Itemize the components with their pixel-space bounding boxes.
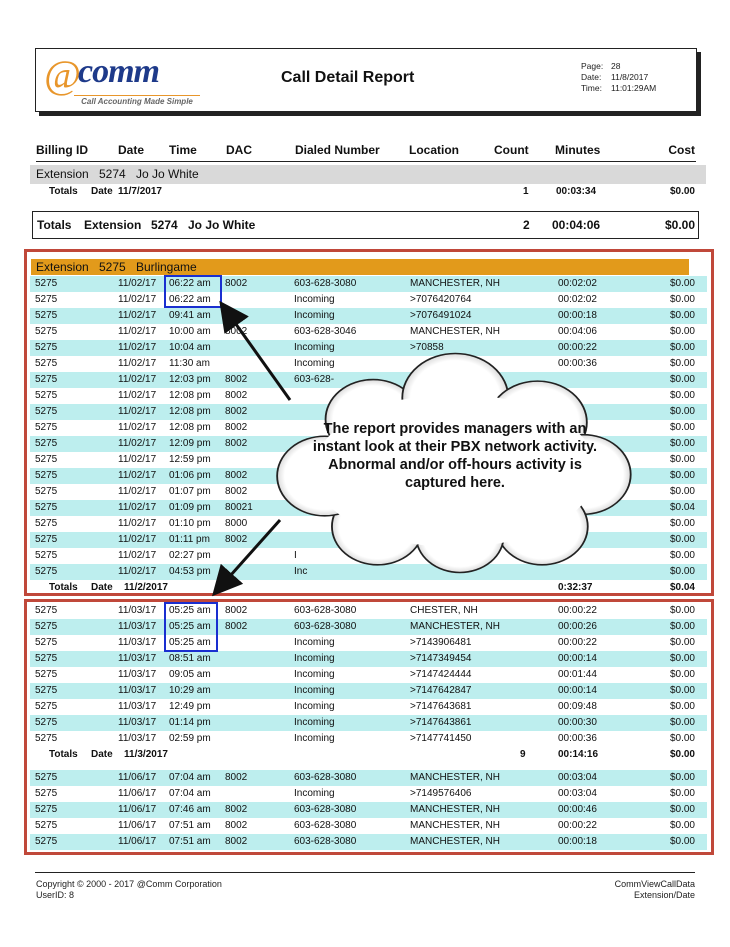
location: MANCHESTER, NH: [410, 820, 501, 831]
call-date: 11/03/17: [118, 669, 157, 680]
col-dialed-number: Dialed Number: [295, 143, 380, 157]
date-label: Date:: [581, 72, 602, 82]
cost: $0.00: [669, 486, 695, 497]
cost: $0.00: [669, 733, 695, 744]
cost: $0.00: [669, 342, 695, 353]
call-date: 11/02/17: [118, 566, 157, 577]
dac: 80021: [225, 502, 253, 513]
call-time: 12:03 pm: [169, 374, 211, 385]
dac: 8002: [225, 804, 248, 815]
call-date: 11/06/17: [118, 836, 157, 847]
dialed-number: Incoming: [294, 669, 335, 680]
billing-id: 5275: [35, 605, 58, 616]
dac: 8002: [225, 278, 248, 289]
cost: $0.00: [669, 518, 695, 529]
call-time: 05:25 am: [169, 621, 211, 632]
call-time: 11:30 am: [169, 358, 210, 369]
call-date: 11/03/17: [118, 637, 157, 648]
call-date: 11/02/17: [118, 278, 157, 289]
dac: 8002: [225, 621, 248, 632]
billing-id: 5275: [35, 788, 58, 799]
minutes: 00:00:46: [558, 804, 597, 815]
total-count: 9: [520, 749, 526, 760]
location: >7147642847: [410, 685, 472, 696]
minutes: 00:00:14: [558, 685, 597, 696]
dialed-number: Incoming: [294, 717, 335, 728]
cost: $0.00: [669, 294, 695, 305]
call-time: 05:25 am: [169, 605, 211, 616]
report-name: CommViewCallData: [614, 879, 695, 889]
total-date: 11/3/2017: [124, 749, 168, 760]
call-date: 11/02/17: [118, 390, 157, 401]
total-cost: $0.04: [669, 582, 695, 593]
copyright: Copyright © 2000 - 2017 @Comm Corporation: [36, 879, 222, 889]
billing-id: 5275: [35, 717, 58, 728]
location: >7147643861: [410, 717, 472, 728]
call-time: 07:46 am: [169, 804, 211, 815]
cost: $0.00: [669, 772, 695, 783]
billing-id: 5275: [35, 278, 58, 289]
minutes: 00:01:44: [558, 669, 597, 680]
report-title: Call Detail Report: [281, 69, 415, 86]
billing-id: 5275: [35, 294, 58, 305]
dac: 8002: [225, 390, 248, 401]
totals-label: Totals: [37, 218, 72, 232]
total-cost: $0.00: [669, 749, 695, 760]
location: >70858: [410, 342, 444, 353]
dac: 8002: [225, 374, 248, 385]
minutes: 00:03:04: [558, 772, 597, 783]
minutes: 00:04:06: [558, 326, 597, 337]
dialed-number: Incoming: [294, 733, 335, 744]
call-date: 11/02/17: [118, 358, 157, 369]
call-date: 11/03/17: [118, 653, 157, 664]
dac: 8002: [225, 438, 248, 449]
billing-id: 5275: [35, 358, 58, 369]
call-date: 11/02/17: [118, 374, 157, 385]
location: MANCHESTER, NH: [410, 326, 501, 337]
date-label: Date: [91, 186, 113, 197]
call-date: 11/06/17: [118, 820, 157, 831]
minutes: 00:02:02: [558, 294, 597, 305]
billing-id: 5275: [35, 326, 58, 337]
cost: $0.00: [669, 310, 695, 321]
location: >7149576406: [410, 788, 472, 799]
cost: $0.00: [669, 804, 695, 815]
col-count: Count: [494, 143, 529, 157]
dialed-number: Incoming: [294, 653, 335, 664]
total-minutes: 00:03:34: [556, 186, 597, 197]
dialed-number: 603-628-3080: [294, 278, 357, 289]
minutes: 00:00:22: [558, 342, 597, 353]
total-count: 2: [523, 218, 530, 232]
call-time: 07:04 am: [169, 788, 211, 799]
total-minutes: 00:14:16: [558, 749, 599, 760]
call-date: 11/02/17: [118, 310, 157, 321]
location: >7147349454: [410, 653, 472, 664]
call-time: 12:49 pm: [169, 701, 211, 712]
cost: $0.00: [669, 669, 695, 680]
col-time: Time: [169, 143, 197, 157]
ext-number: 5274: [151, 218, 178, 232]
total-minutes: 00:04:06: [552, 218, 601, 232]
billing-id: 5275: [35, 502, 58, 513]
billing-id: 5275: [35, 804, 58, 815]
minutes: 00:00:22: [558, 820, 597, 831]
total-minutes: 0:32:37: [558, 582, 593, 593]
minutes: 00:00:36: [558, 733, 597, 744]
total-date: 11/2/2017: [124, 582, 168, 593]
date-label: Date: [91, 749, 113, 760]
dac: 8000: [225, 518, 248, 529]
call-time: 01:14 pm: [169, 717, 211, 728]
col-cost: Cost: [668, 143, 695, 157]
dialed-number: Incoming: [294, 342, 335, 353]
call-time: 12:08 pm: [169, 390, 211, 401]
call-time: 10:29 am: [169, 685, 211, 696]
billing-id: 5275: [35, 518, 58, 529]
dialed-number: Incoming: [294, 788, 335, 799]
call-date: 11/03/17: [118, 717, 157, 728]
call-time: 10:00 am: [169, 326, 211, 337]
logo-word: comm: [78, 53, 159, 90]
dialed-number: Inc: [294, 566, 308, 577]
billing-id: 5275: [35, 534, 58, 545]
location: >7147424444: [410, 669, 472, 680]
dialed-number: Incoming: [294, 637, 335, 648]
dialed-number: 603-628-: [294, 374, 335, 385]
dialed-number: Incoming: [294, 310, 335, 321]
call-time: 10:04 am: [169, 342, 211, 353]
call-date: 11/02/17: [118, 342, 157, 353]
billing-id: 5275: [35, 836, 58, 847]
dac: 8002: [225, 836, 248, 847]
ext-name: Jo Jo White: [136, 167, 199, 181]
cost: $0.00: [669, 717, 695, 728]
call-time: 01:09 pm: [169, 502, 211, 513]
location: MANCHESTER, NH: [410, 804, 501, 815]
dialed-number: Incoming: [294, 294, 335, 305]
location: >7143906481: [410, 637, 472, 648]
cost: $0.00: [669, 701, 695, 712]
location: MANCHESTER, NH: [410, 836, 501, 847]
ext-label: Extension: [84, 218, 142, 232]
billing-id: 5275: [35, 454, 58, 465]
cost: $0.00: [669, 534, 695, 545]
footer-divider: [35, 872, 695, 873]
call-time: 06:22 am: [169, 278, 211, 289]
call-date: 11/02/17: [118, 438, 157, 449]
cost: $0.00: [669, 326, 695, 337]
callout-text: The report provides managers with an instant look at their PBX network activity. Abnormal and/or off-hours activity is captured here.: [312, 421, 598, 491]
minutes: 00:00:30: [558, 717, 597, 728]
ext-label: Extension: [36, 260, 89, 274]
dialed-number: I: [294, 550, 297, 561]
totals-label: Totals: [49, 749, 78, 760]
dialed-number: Incoming: [294, 358, 335, 369]
col-date: Date: [118, 143, 145, 157]
call-time: 06:22 am: [169, 294, 211, 305]
call-time: 02:27 pm: [169, 550, 211, 561]
dac: 8002: [225, 534, 248, 545]
minutes: 00:00:36: [558, 358, 597, 369]
footer-right: [615, 879, 695, 901]
total-cost: $0.00: [669, 186, 695, 197]
cost: $0.00: [669, 605, 695, 616]
col-dac: DAC: [226, 143, 252, 157]
report-grouping: Extension/Date: [633, 890, 695, 900]
location: >7147643681: [410, 701, 472, 712]
cost: $0.00: [669, 390, 695, 401]
report-time: 11:01:29AM: [611, 83, 657, 93]
report-date: 11/8/2017: [611, 72, 649, 82]
billing-id: 5275: [35, 422, 58, 433]
call-time: 01:10 pm: [169, 518, 211, 529]
user-id: UserID: 8: [36, 890, 75, 900]
minutes: 00:09:48: [558, 701, 597, 712]
minutes: 00:00:14: [558, 653, 597, 664]
call-time: 12:59 pm: [169, 454, 211, 465]
minutes: 00:00:18: [558, 310, 597, 321]
dac: 8002: [225, 820, 248, 831]
cost: $0.04: [669, 502, 695, 513]
call-date: 11/06/17: [118, 788, 157, 799]
call-time: 09:05 am: [169, 669, 211, 680]
call-date: 11/02/17: [118, 486, 157, 497]
totals-label: Totals: [49, 582, 78, 593]
dac: 8002: [225, 605, 248, 616]
total-date: 11/7/2017: [118, 186, 162, 197]
billing-id: 5275: [35, 470, 58, 481]
call-time: 07:04 am: [169, 772, 211, 783]
call-date: 11/03/17: [118, 685, 157, 696]
billing-id: 5275: [35, 342, 58, 353]
cost: $0.00: [669, 621, 695, 632]
billing-id: 5275: [35, 566, 58, 577]
billing-id: 5275: [35, 701, 58, 712]
call-date: 11/02/17: [118, 422, 157, 433]
dac: 8002: [225, 772, 248, 783]
call-date: 11/03/17: [118, 733, 157, 744]
cost: $0.00: [669, 637, 695, 648]
ext-number: 5274: [99, 167, 126, 181]
dac: 8002: [225, 326, 248, 337]
billing-id: 5275: [35, 406, 58, 417]
call-time: 07:51 am: [169, 836, 211, 847]
call-date: 11/02/17: [118, 550, 157, 561]
location: MANCHESTER, NH: [410, 278, 501, 289]
logo-at: @: [44, 52, 81, 97]
call-date: 11/02/17: [118, 502, 157, 513]
call-time: 12:08 pm: [169, 422, 211, 433]
call-time: 02:59 pm: [169, 733, 211, 744]
page-label: Page:: [581, 61, 604, 71]
minutes: 00:00:22: [558, 605, 597, 616]
minutes: 00:00:26: [558, 621, 597, 632]
minutes: 00:00:22: [558, 637, 597, 648]
cost: $0.00: [669, 422, 695, 433]
billing-id: 5275: [35, 733, 58, 744]
location: >7076420764: [410, 294, 472, 305]
col-minutes: Minutes: [555, 143, 601, 157]
cost: $0.00: [669, 358, 695, 369]
call-date: 11/06/17: [118, 804, 157, 815]
billing-id: 5275: [35, 438, 58, 449]
cost: $0.00: [669, 685, 695, 696]
dialed-number: 603-628-3080: [294, 804, 357, 815]
call-time: 01:07 pm: [169, 486, 211, 497]
cost: $0.00: [669, 406, 695, 417]
call-date: 11/02/17: [118, 518, 157, 529]
call-date: 11/02/17: [118, 470, 157, 481]
cost: $0.00: [669, 374, 695, 385]
total-cost: $0.00: [664, 218, 695, 232]
location: CHESTER, NH: [410, 605, 478, 616]
call-date: 11/02/17: [118, 406, 157, 417]
call-date: 11/03/17: [118, 605, 157, 616]
ext-number: 5275: [99, 260, 126, 274]
date-label: Date: [91, 582, 113, 593]
cost: $0.00: [669, 788, 695, 799]
cost: $0.00: [669, 470, 695, 481]
cost: $0.00: [669, 820, 695, 831]
ext-name: Jo Jo White: [188, 218, 256, 232]
dialed-number: Incoming: [294, 685, 335, 696]
location: MANCHESTER, NH: [410, 772, 501, 783]
call-time: 01:11 pm: [169, 534, 210, 545]
cost: $0.00: [669, 454, 695, 465]
col-location: Location: [409, 143, 459, 157]
dialed-number: Incoming: [294, 701, 335, 712]
call-time: 05:25 am: [169, 637, 211, 648]
minutes: 00:03:04: [558, 788, 597, 799]
dac: 8002: [225, 406, 248, 417]
billing-id: 5275: [35, 390, 58, 401]
call-date: 11/03/17: [118, 701, 157, 712]
call-date: 11/02/17: [118, 326, 157, 337]
call-time: 12:08 pm: [169, 406, 211, 417]
billing-id: 5275: [35, 637, 58, 648]
call-time: 04:53 pm: [169, 566, 211, 577]
cost: $0.00: [669, 566, 695, 577]
billing-id: 5275: [35, 669, 58, 680]
cost: $0.00: [669, 550, 695, 561]
ext-name: Burlingame: [136, 260, 197, 274]
call-time: 07:51 am: [169, 820, 211, 831]
col-billing-id: Billing ID: [36, 143, 88, 157]
call-time: 08:51 am: [169, 653, 211, 664]
billing-id: 5275: [35, 685, 58, 696]
dialed-number: 603-628-3080: [294, 772, 357, 783]
call-date: 11/06/17: [118, 772, 157, 783]
cost: $0.00: [669, 438, 695, 449]
dialed-number: 603-628-3080: [294, 621, 357, 632]
cost: $0.00: [669, 836, 695, 847]
billing-id: 5275: [35, 653, 58, 664]
call-date: 11/03/17: [118, 621, 157, 632]
call-time: 09:41 am: [169, 310, 211, 321]
billing-id: 5275: [35, 772, 58, 783]
page-number: 28: [611, 61, 621, 71]
dac: 8002: [225, 470, 248, 481]
total-count: 1: [523, 186, 529, 197]
call-time: 12:09 pm: [169, 438, 211, 449]
billing-id: 5275: [35, 621, 58, 632]
ext-label: Extension: [36, 167, 89, 181]
billing-id: 5275: [35, 310, 58, 321]
call-date: 11/02/17: [118, 294, 157, 305]
location: >7076491024: [410, 310, 472, 321]
dialed-number: 603-628-3080: [294, 605, 357, 616]
billing-id: 5275: [35, 820, 58, 831]
call-date: 11/02/17: [118, 454, 157, 465]
logo-tagline: Call Accounting Made Simple: [74, 95, 200, 106]
billing-id: 5275: [35, 550, 58, 561]
dac: 8002: [225, 486, 248, 497]
cost: $0.00: [669, 653, 695, 664]
billing-id: 5275: [35, 486, 58, 497]
call-time: 01:06 pm: [169, 470, 211, 481]
dialed-number: 603-628-3080: [294, 820, 357, 831]
call-date: 11/02/17: [118, 534, 157, 545]
dialed-number: 603-628-3046: [294, 326, 357, 337]
dac: 8002: [225, 422, 248, 433]
footer-left: [36, 879, 222, 901]
location: MANCHESTER, NH: [410, 621, 501, 632]
location: >7147741450: [410, 733, 472, 744]
totals-label: Totals: [49, 186, 78, 197]
billing-id: 5275: [35, 374, 58, 385]
cost: $0.00: [669, 278, 695, 289]
minutes: 00:00:18: [558, 836, 597, 847]
dialed-number: 603-628-3080: [294, 836, 357, 847]
time-label: Time:: [581, 83, 602, 93]
minutes: 00:02:02: [558, 278, 597, 289]
